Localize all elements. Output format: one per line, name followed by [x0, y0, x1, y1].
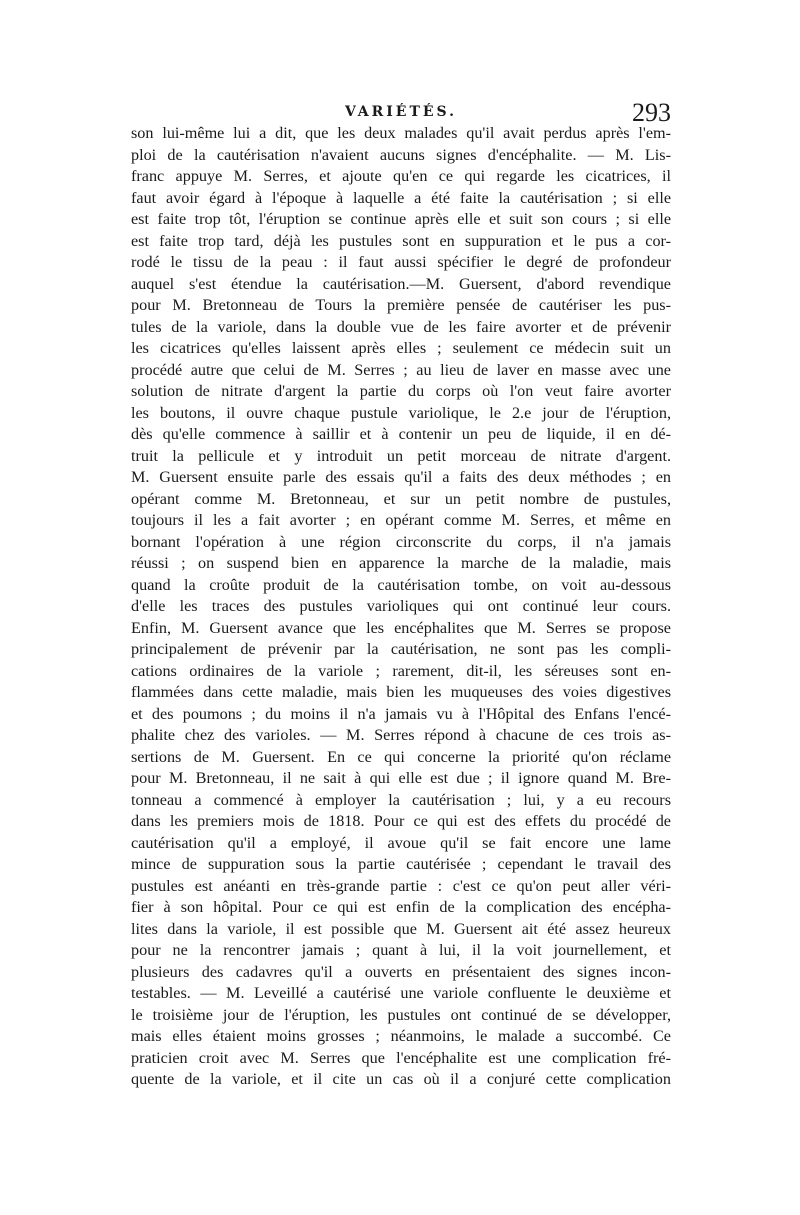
text-line: phalite chez des varioles. — M. Serres répond à chacune de ces trois as- — [131, 726, 671, 744]
text-line: quand la croûte produit de la cautérisation tombe, on voit au-dessous — [131, 575, 671, 594]
text-line: cautérisation qu'il a employé, il avoue qu'il se fait encore une lame — [131, 833, 671, 852]
text-line: est faite trop tôt, l'éruption se continue après elle et suit son cours ; si elle — [131, 210, 671, 228]
text-line: pour M. Bretonneau de Tours la première pensée de cautériser les pus- — [131, 296, 671, 314]
text-line: dès qu'elle commence à saillir et à contenir un peu de liquide, il en dé- — [131, 425, 671, 443]
text-line: truit la pellicule et y introduit un petit morceau de nitrate d'argent. — [131, 446, 671, 465]
text-line: auquel s'est étendue la cautérisation.—M. Guersent, d'abord revendique — [131, 274, 671, 293]
text-line: franc appuye M. Serres, et ajoute qu'en ce qui regarde les cicatrices, il — [131, 167, 671, 185]
text-line: ploi de la cautérisation n'avaient aucuns signes d'encéphalite. — M. Lis- — [131, 145, 671, 164]
text-line: pustules est anéanti en très-grande partie : c'est ce qu'on peut aller véri- — [131, 876, 671, 895]
text-line: quente de la variole, et il cite un cas où il a conjuré cette complication — [131, 1070, 671, 1088]
text-line: d'elle les traces des pustules varioliques qui ont continué leur cours. — [131, 597, 671, 615]
text-line: réussi ; on suspend bien en apparence la marche de la maladie, mais — [131, 554, 671, 572]
text-line: et des poumons ; du moins il n'a jamais vu à l'Hôpital des Enfans l'encé- — [131, 704, 671, 723]
text-line: dans les premiers mois de 1818. Pour ce qui est des effets du procédé de — [131, 812, 671, 830]
text-line: sertions de M. Guersent. En ce qui concerne la priorité qu'on réclame — [131, 747, 671, 766]
text-line: testables. — M. Leveillé a cautérisé une variole confluente le deuxième et — [131, 984, 671, 1002]
text-line: tules de la variole, dans la double vue de les faire avorter et de prévenir — [131, 317, 671, 336]
page-number: 293 — [632, 98, 671, 127]
text-line: cations ordinaires de la variole ; rarement, dit-il, les séreuses sont en- — [131, 661, 671, 680]
text-line: Enfin, M. Guersent avance que les encéphalites que M. Serres se propose — [131, 618, 671, 637]
text-line: les cicatrices qu'elles laissent après elles ; seulement ce médecin suit un — [131, 339, 671, 357]
text-line: les boutons, il ouvre chaque pustule variolique, le 2.e jour de l'éruption, — [131, 403, 671, 422]
text-line: est faite trop tard, déjà les pustules sont en suppuration et le pus a cor- — [131, 231, 671, 250]
text-line: opérant comme M. Bretonneau, et sur un petit nombre de pustules, — [131, 489, 671, 508]
text-line: tonneau a commencé à employer la cautérisation ; lui, y a eu recours — [131, 790, 671, 809]
text-line: mais elles étaient moins grosses ; néanmoins, le malade a succombé. Ce — [131, 1027, 671, 1045]
text-line: flammées dans cette maladie, mais bien les muqueuses des voies digestives — [131, 683, 671, 701]
text-line: principalement de prévenir par la cautérisation, ne sont pas les compli- — [131, 640, 671, 658]
text-line: fier à son hôpital. Pour ce qui est enfin de la complication des encépha- — [131, 898, 671, 916]
text-line: le troisième jour de l'éruption, les pustules ont continué de se développer, — [131, 1005, 671, 1024]
text-line: lites dans la variole, il est possible que M. Guersent ait été assez heureux — [131, 919, 671, 938]
text-line: procédé autre que celui de M. Serres ; au lieu de laver en masse avec une — [131, 360, 671, 379]
text-line: plusieurs des cadavres qu'il a ouverts en présentaient des signes incon- — [131, 962, 671, 981]
text-line: praticien croit avec M. Serres que l'encéphalite est une complication fré- — [131, 1048, 671, 1067]
body-text — [131, 123, 671, 1091]
text-line: solution de nitrate d'argent la partie du corps où l'on veut faire avorter — [131, 382, 671, 400]
running-title: VARIÉTÉS. — [344, 104, 458, 120]
text-line: pour ne la rencontrer jamais ; quant à lui, il la voit journellement, et — [131, 941, 671, 959]
text-line: M. Guersent ensuite parle des essais qu'il a faits des deux méthodes ; en — [131, 468, 671, 486]
text-line: rodé le tissu de la peau : il faut aussi spécifier le degré de profondeur — [131, 253, 671, 271]
text-line: toujours il les a fait avorter ; en opérant comme M. Serres, et même en — [131, 511, 671, 529]
text-line: bornant l'opération à une région circonscrite du corps, il n'a jamais — [131, 532, 671, 551]
text-line: pour M. Bretonneau, il ne sait à qui elle est due ; il ignore quand M. Bre- — [131, 769, 671, 787]
text-line: faut avoir égard à l'époque à laquelle a été faite la cautérisation ; si elle — [131, 188, 671, 207]
text-line: son lui-même lui a dit, que les deux malades qu'il avait perdus après l'em- — [131, 124, 671, 142]
text-line: mince de suppuration sous la partie cautérisée ; cependant le travail des — [131, 855, 671, 873]
